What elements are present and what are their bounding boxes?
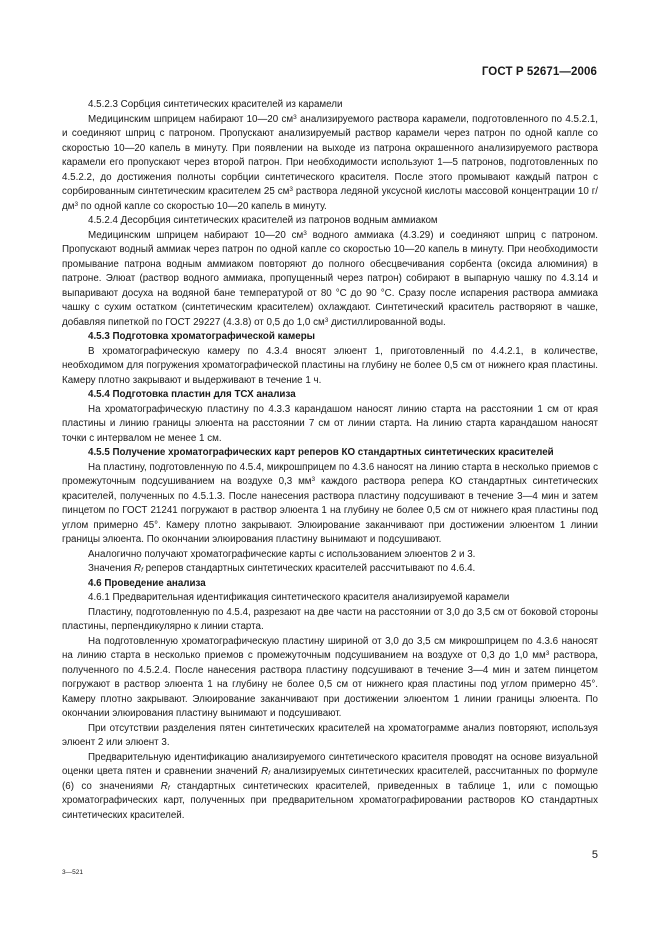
body-paragraph-desorption: Медицинским шприцем набирают 10—20 $см^3$ водного аммиака (4.3.29) и соединяют шприц с патроном. Пропускают водный аммиак через патрон по одной капле со скоростью 10—20 капель в минуту. При необходимости промывание патрона водным аммиаком повторяют до полного обесцвечивания сорбента (оксида алюминия) в патроне. Элюат (раствор водного аммиака, пропущенный через патрон) собирают в выпарную чашку по 4.3.14 и выпаривают досуха на водяной бане температурой от 80 °С до 90 °С. Сразу после испарения раствора аммиака чашку с сухим остатком (синтетическим красителем) охлаждают. Синтетический краситель растворяют в чашке, добавляя пипеткой по ГОСТ 29227 (4.3.8) от 0,5 до 1,0 $см^3$ дистиллированной воды. [62,229,598,328]
body-paragraph-plate-cut: Пластину, подготовленную по 4.5.4, разрезают на две части на расстоянии от 3,0 до 3,5 см от боковой стороны пластины, перпендикулярно к линии старта. [62,606,598,632]
document-body [62,98,598,823]
body-paragraph-chamber: В хроматографическую камеру по 4.3.4 вносят элюент 1, приготовленный по 4.4.2.1, в количестве, необходимом для погружения хроматографической пластины на глубину не более 0,5 см от нижнего края пластины. Камеру плотно закрывают и выдерживают в течение 1 ч. [62,345,598,386]
document-code-header: ГОСТ Р 52671—2006 [481,66,597,78]
body-paragraph-application: На подготовленную хроматографическую пластину шириной от 3,0 до 3,5 см микрошприцем по 4.3.6 наносят на линию старта в несколько приемов с промежуточным подсушиванием на воздухе от 0,3 до 1,0 $мм^3$ раствора, полученного по 4.5.2.4. После нанесения раствора пластину подсушивают в течение 3—4 мин и затем пинцетом погружают в раствор элюента 1 на глубину не более 0,5 см от нижнего края пластины под углом примерно 45°. Камеру плотно закрывают. Элюирование заканчивают при достижении элюентом 1 линии границы элюента. По окончании элюирования пластину вынимают и подсушивают. [62,635,599,719]
body-paragraph-reference-maps: На пластину, подготовленную по 4.5.4, микрошприцем по 4.3.6 наносят на линию старта в несколько приемов с промежуточным подсушиванием на воздухе 0,3 $мм^3$ каждого раствора репера КО стандартных синтетических красителей, полученных по 4.5.1.3. После нанесения раствора пластину подсушивают в течение 3—4 мин и затем пинцетом по ГОСТ 21241 погружают в раствор элюента 1 на глубину не более 0,5 см от нижнего края пластины под углом примерно 45°. Камеру плотно закрывают. Элюирование заканчивают при достижении элюентом 1 линии границы элюента. По окончании элюирования пластину вынимают и подсушивают. [62,461,599,545]
page-number: 5 [591,849,598,861]
body-paragraph-sorption: Медицинским шприцем набирают 10—20 $см^3$ анализируемого раствора карамели, подготовленного по 4.5.2.1, и соединяют шприц с патроном. Пропускают анализируемый раствор карамели через патрон по одной капле со скоростью 10—20 капель в минуту. При появлении на выходе из патрона окрашенного анализируемого раствора карамели его пропускают через второй патрон. При необходимости используют 1—5 патронов, подготовленных по 4.5.2.2, до достижения полноты сорбции синтетического красителя. После этого промывают каждый патрон с сорбированным синтетическим красителем 25 $см^3$ раствора ледяной уксусной кислоты массовой концентрации 10 $г/дм^3$ по одной капле со скоростью 10—20 капель в минуту. [62,113,598,212]
subsection-heading-sorption: 4.5.2.3 Сорбция синтетических красителей из карамели [88,99,343,110]
subsection-heading-desorption: 4.5.2.4 Десорбция синтетических красителей из патронов водным аммиаком [88,215,438,226]
section-heading-reference-maps: 4.5.5 Получение хроматографических карт реперов КО стандартных синтетических красителей [88,447,554,458]
body-paragraph-repeat: При отсутствии разделения пятен синтетических красителей на хроматограмме анализ повторяют, используя элюент 2 или элюент 3. [62,722,598,748]
section-heading-chamber: 4.5.3 Подготовка хроматографической камеры [88,331,316,342]
sheet-code: 3—521 [62,869,83,876]
body-paragraph-rf-values: Значения $R_f$ реперов стандартных синтетических красителей рассчитывают по 4.6.4. [88,563,476,574]
body-paragraph-eluents: Аналогично получают хроматографические карты с использованием элюентов 2 и 3. [88,548,476,560]
section-heading-analysis: 4.6 Проведение анализа [88,577,206,589]
section-heading-plates: 4.5.4 Подготовка пластин для ТСХ анализа [88,389,296,400]
body-paragraph-plates: На хроматографическую пластину по 4.3.3 карандашом наносят линию старта на расстоянии 1 см от края пластины и линию границы элюента на расстоянии 7 см от линии старта. На линию старта карандашом наносят точки с интервалом не менее 1 см. [62,403,598,444]
subsection-heading-identification: 4.6.1 Предварительная идентификация синтетического красителя анализируемой карамели [88,592,510,603]
body-paragraph-conclusion: Предварительную идентификацию анализируемого синтетического красителя проводят на основе визуальной оценки цвета пятен и сравнении значений $R_f$ анализируемых синтетических красителей, рассчитанных по формуле (6) со значениями $R_f$ стандартных синтетических красителей, приведенных в таблице 1, или с помощью хроматографических карт, полученных при предварительном хроматографировании растворов КО стандартных синтетических красителей. [62,751,598,821]
